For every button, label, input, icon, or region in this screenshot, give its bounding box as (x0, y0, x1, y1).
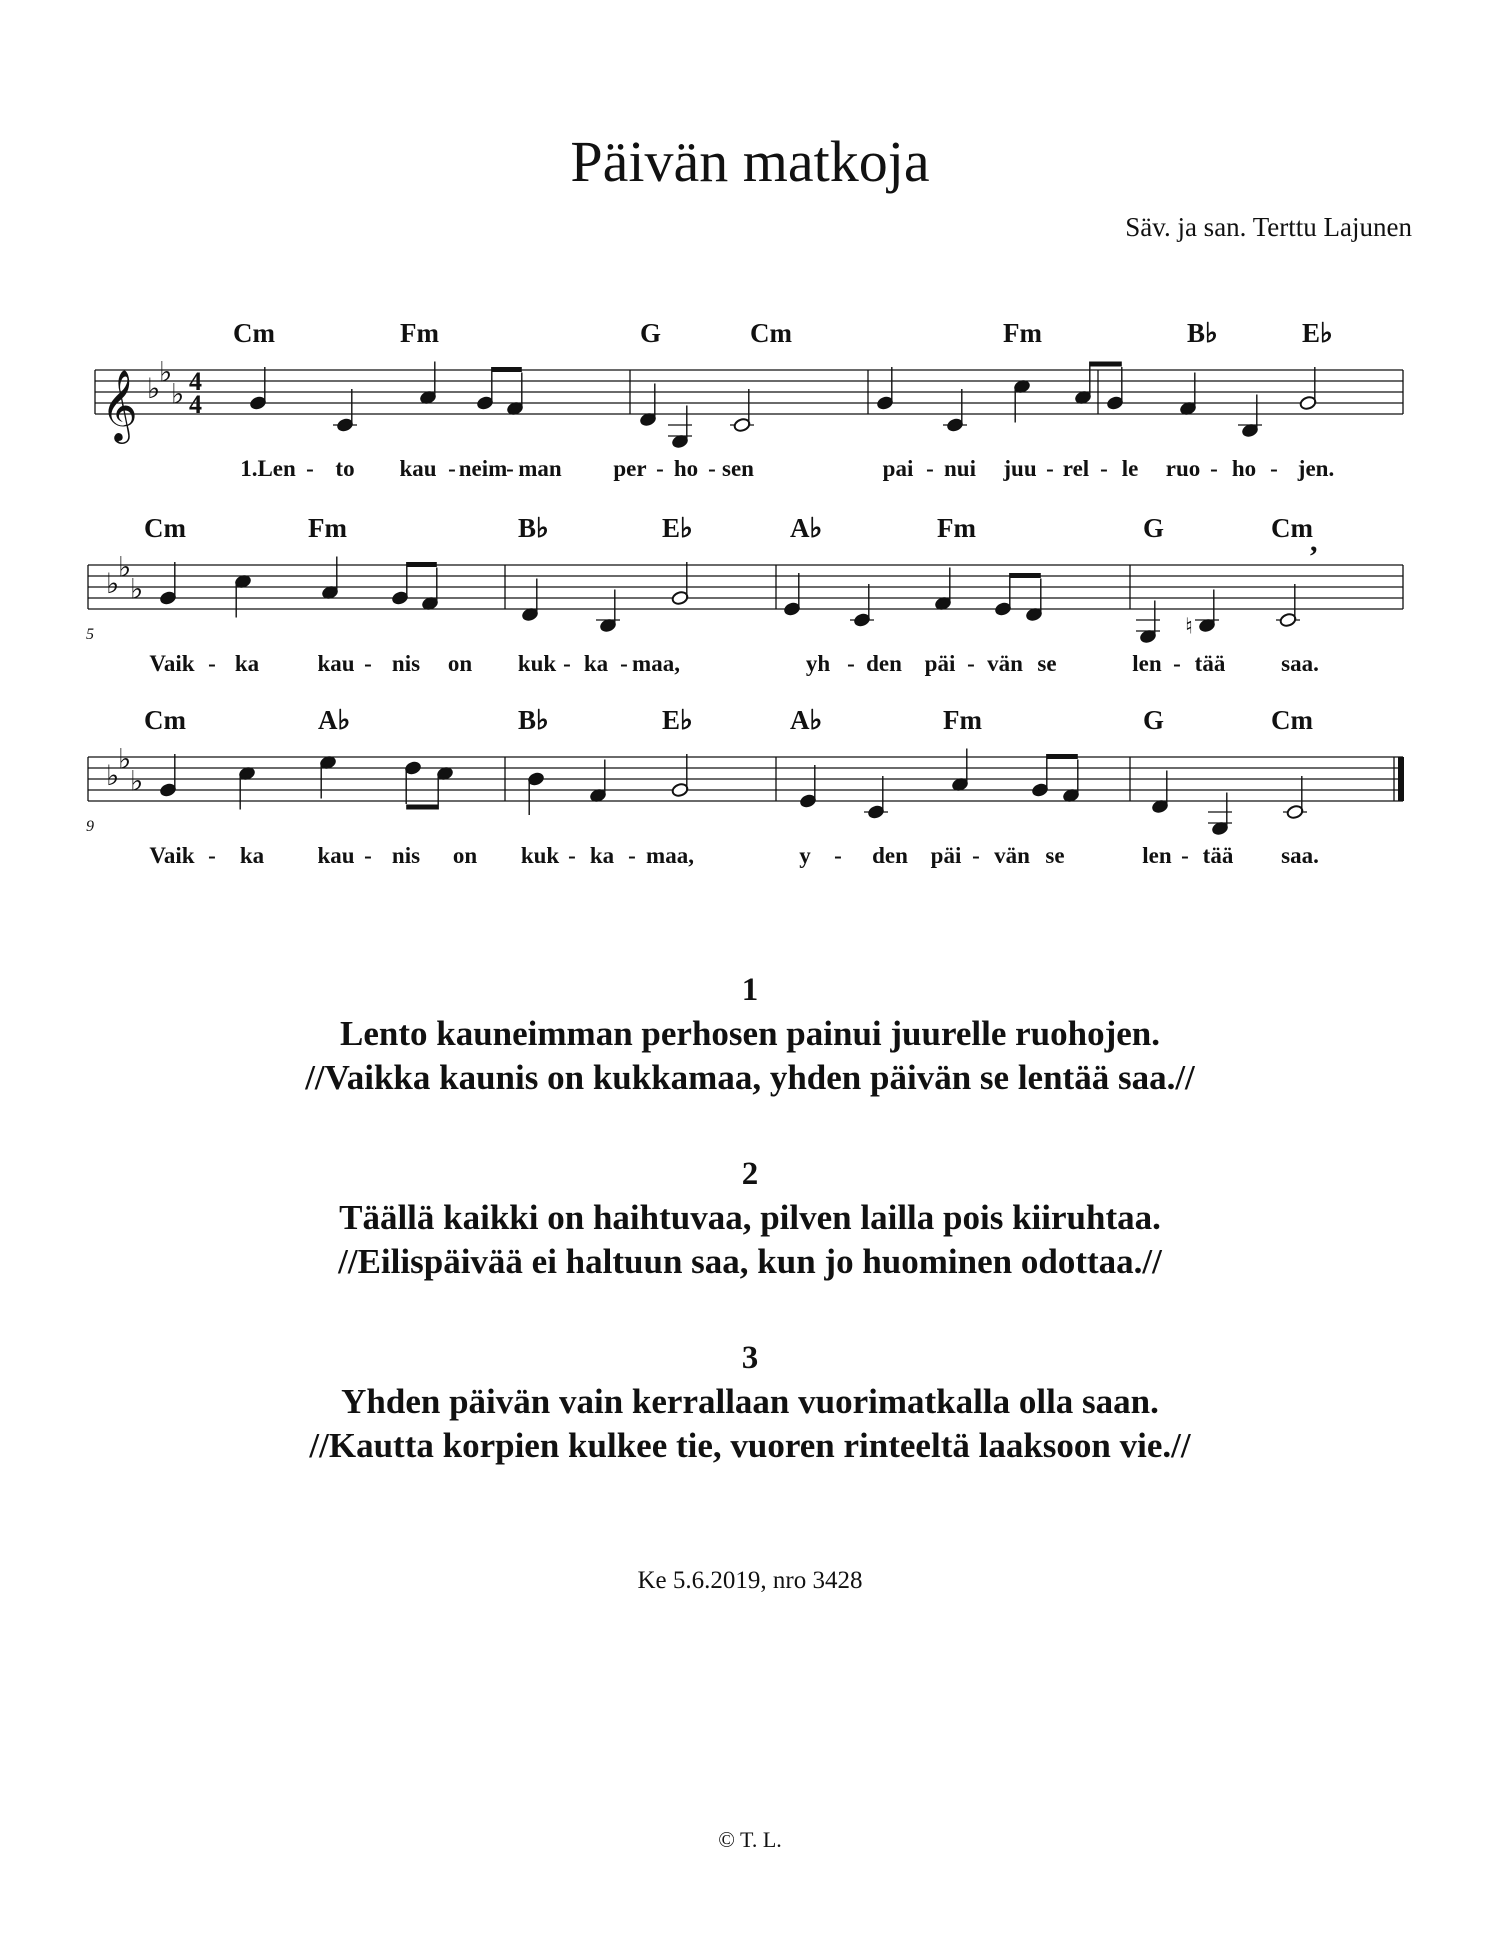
note (951, 749, 969, 793)
lyric-syllable: on (452, 843, 478, 868)
chord-symbol: E♭ (1302, 318, 1333, 348)
lyric-syllable: - (1173, 651, 1181, 676)
flat-icon: ♭ (106, 567, 120, 600)
chord-symbol: B♭ (1187, 318, 1218, 348)
lyric-syllable: saa. (1281, 651, 1319, 676)
lyric-syllable: ka (583, 651, 609, 676)
lyric-syllable: nis (391, 843, 421, 868)
lyric-syllable: - (1210, 456, 1218, 481)
lyric-syllable: vän (994, 843, 1030, 868)
flat-icon: ♭ (171, 377, 185, 411)
lyric-syllable: se (1037, 651, 1057, 676)
lyric-syllable: päi (930, 843, 962, 868)
lyric-syllable: ka (589, 843, 615, 868)
note (783, 573, 801, 617)
beam (407, 562, 437, 567)
lyric-syllable: - (967, 651, 975, 676)
note (159, 754, 177, 798)
chord-symbol: A♭ (790, 513, 823, 543)
flat-icon: ♭ (130, 764, 144, 798)
note (730, 389, 754, 433)
chord-symbol: G (1143, 705, 1165, 735)
lyric-syllable: kau (399, 456, 437, 481)
lyric-syllable: - (972, 843, 980, 868)
note (436, 766, 454, 810)
lyric-syllable: Vaik (149, 843, 195, 868)
note (1283, 776, 1307, 820)
chord-symbol: Cm (750, 318, 792, 348)
lyric-syllable: jen. (1297, 456, 1335, 481)
verse-block-2 (0, 1152, 1500, 1284)
note (421, 568, 439, 612)
chord-symbol: Fm (400, 318, 439, 348)
verse-line-refrain: //Eilispäivää ei haltuun saa, kun jo huominen odottaa.// (338, 1242, 1162, 1281)
note (1136, 601, 1160, 645)
note (391, 562, 409, 606)
lyric-syllable: - (208, 651, 216, 676)
lyric-syllable: le (1121, 456, 1139, 481)
note (1238, 395, 1262, 439)
lyric-syllable: ho (673, 456, 699, 481)
lyric-syllable: - (708, 456, 716, 481)
note (506, 373, 524, 417)
chord-symbol: Cm (1271, 705, 1313, 735)
lyric-syllable: - (364, 843, 372, 868)
breath-mark-icon: , (1310, 525, 1318, 558)
note (1074, 362, 1092, 406)
lyric-syllable: - (926, 456, 934, 481)
lyric-syllable: y (799, 843, 811, 868)
verse-block-3 (0, 1336, 1500, 1468)
verse-number: 2 (741, 1156, 759, 1192)
chord-symbol: Cm (144, 705, 186, 735)
note (864, 776, 888, 820)
measure-number: 9 (86, 818, 94, 835)
note (943, 389, 967, 433)
lyric-syllable: vän (987, 651, 1023, 676)
lyric-syllable: - (448, 456, 456, 481)
final-barline-thick (1398, 757, 1404, 801)
time-signature-numerator: 4 (189, 367, 202, 396)
chord-symbol: Fm (937, 513, 976, 543)
note (1031, 754, 1049, 798)
lyric-syllable: on (447, 651, 473, 676)
lyric-syllable: - (834, 843, 842, 868)
lyric-syllable: kuk (517, 651, 557, 676)
note (1106, 367, 1124, 411)
lyric-syllable: to (335, 456, 355, 481)
verse-line-refrain: //Vaikka kaunis on kukkamaa, yhden päivän se lentää saa.// (305, 1058, 1195, 1097)
chord-symbol: G (1143, 513, 1165, 543)
note (404, 760, 422, 804)
composer-credit: Säv. ja san. Terttu Lajunen (1125, 212, 1412, 242)
note (319, 755, 337, 799)
verse-number: 1 (741, 972, 759, 1008)
lyric-syllable: maa, (632, 651, 680, 676)
lyric-syllable: ka (234, 651, 260, 676)
note (1185, 590, 1219, 640)
beam (1090, 362, 1122, 367)
lyric-syllable: - (364, 651, 372, 676)
note (799, 765, 817, 809)
note (521, 579, 539, 623)
lyric-syllable: den (872, 843, 908, 868)
note (589, 760, 607, 804)
beam (1010, 573, 1041, 578)
chord-symbol: E♭ (662, 513, 693, 543)
flat-icon: ♭ (118, 550, 132, 584)
time-signature-denominator: 4 (189, 390, 202, 419)
note (159, 562, 177, 606)
note (1025, 579, 1043, 623)
natural-icon: ♮ (1185, 614, 1193, 640)
lyric-syllable: len (1142, 843, 1172, 868)
note (671, 562, 689, 606)
lyric-syllable: per (613, 456, 647, 481)
chord-symbol: A♭ (318, 705, 351, 735)
lyric-syllable: juu (1003, 456, 1037, 481)
chord-symbol: B♭ (518, 705, 549, 735)
lyric-syllable: pai (882, 456, 914, 481)
note (527, 771, 545, 815)
note (238, 766, 256, 810)
lyric-syllable: päi (924, 651, 956, 676)
note (234, 574, 252, 618)
lyric-syllable: ka (239, 843, 265, 868)
measure-number: 5 (86, 626, 94, 643)
note (476, 367, 494, 411)
lyric-syllable: nis (391, 651, 421, 676)
lyric-syllable: - (656, 456, 664, 481)
lyric-syllable: - (306, 456, 314, 481)
lyric-syllable: tää (1202, 843, 1234, 868)
note (639, 384, 657, 428)
note (934, 568, 952, 612)
chord-symbol: Fm (308, 513, 347, 543)
note (668, 406, 692, 450)
copyright-notice: © T. L. (718, 1827, 782, 1852)
note (876, 367, 894, 411)
lyric-syllable: nui (944, 456, 976, 481)
chord-symbol: Cm (1271, 513, 1313, 543)
note (1208, 793, 1232, 837)
note (1013, 379, 1031, 423)
lyric-syllable: - (1046, 456, 1054, 481)
lyric-syllable: tää (1194, 651, 1226, 676)
lyric-syllable: kuk (520, 843, 560, 868)
lyric-syllable: man (518, 456, 562, 481)
note (333, 389, 357, 433)
date-number-line: Ke 5.6.2019, nro 3428 (637, 1567, 863, 1594)
note (850, 584, 874, 628)
lyric-syllable: saa. (1281, 843, 1319, 868)
lyric-syllable: sen (722, 456, 754, 481)
flat-icon: ♭ (106, 759, 120, 792)
note (1151, 771, 1169, 815)
lyric-syllable: yh (805, 651, 831, 676)
lyric-syllable: - (208, 843, 216, 868)
song-title: Päivän matkoja (570, 129, 930, 194)
chord-symbol: Cm (233, 318, 275, 348)
chord-symbol: Cm (144, 513, 186, 543)
note (1062, 760, 1080, 804)
note (1276, 584, 1300, 628)
verse-number: 3 (741, 1340, 759, 1376)
beam (492, 367, 522, 372)
lyric-syllable: - (563, 651, 571, 676)
lyric-syllable: - (628, 843, 636, 868)
chord-symbol: B♭ (518, 513, 549, 543)
note (671, 754, 689, 798)
chord-symbol: G (640, 318, 662, 348)
chord-symbol: A♭ (790, 705, 823, 735)
lyric-syllable: Vaik (149, 651, 195, 676)
lyric-syllable: - (568, 843, 576, 868)
beam (1047, 754, 1078, 759)
lyric-syllable: - (847, 651, 855, 676)
lyric-syllable: kau (317, 651, 355, 676)
note (994, 573, 1012, 617)
note (249, 367, 267, 411)
note (419, 362, 437, 406)
verse-block-1 (0, 968, 1500, 1100)
lyric-syllable: len (1132, 651, 1162, 676)
lyric-syllable: - (620, 651, 628, 676)
lyric-syllable: - (506, 456, 514, 481)
verse-line: Täällä kaikki on haihtuvaa, pilven lailla pois kiiruhtaa. (339, 1198, 1161, 1237)
chord-symbol: Fm (943, 705, 982, 735)
verse-line: Lento kauneimman perhosen painui juurelle ruohojen. (339, 1014, 1161, 1053)
staff-system-1 (95, 318, 1403, 481)
lyric-syllable: - (1181, 843, 1189, 868)
sheet-music (0, 0, 1500, 900)
lyric-syllable: - (1100, 456, 1108, 481)
flat-icon: ♭ (159, 355, 173, 389)
lyric-syllable: kau (317, 843, 355, 868)
flat-icon: ♭ (118, 742, 132, 776)
chord-symbol: Fm (1003, 318, 1042, 348)
flat-icon: ♭ (147, 372, 161, 405)
treble-clef-icon: 𝄞 (101, 368, 138, 441)
lyric-syllable: ruo (1165, 456, 1201, 481)
chord-symbol: E♭ (662, 705, 693, 735)
lyric-syllable: den (866, 651, 902, 676)
flat-icon: ♭ (130, 572, 144, 606)
lyric-syllable: ho (1231, 456, 1257, 481)
note (321, 557, 339, 601)
lyric-syllable: 1.Len (240, 456, 296, 481)
note (1299, 367, 1317, 411)
note (596, 590, 620, 634)
staff-system-3 (86, 705, 1404, 868)
lyric-syllable: neim (458, 456, 508, 481)
note (1179, 373, 1197, 417)
beam (406, 805, 438, 810)
lyric-syllable: - (1270, 456, 1278, 481)
lyric-syllable: rel (1062, 456, 1090, 481)
verse-line: Yhden päivän vain kerrallaan vuorimatkalla olla saan. (341, 1382, 1159, 1421)
staff-system-2 (86, 513, 1403, 676)
verse-line-refrain: //Kautta korpien kulkee tie, vuoren rinteeltä laaksoon vie.// (309, 1426, 1191, 1465)
lyric-syllable: maa, (646, 843, 694, 868)
lyric-syllable: se (1045, 843, 1065, 868)
